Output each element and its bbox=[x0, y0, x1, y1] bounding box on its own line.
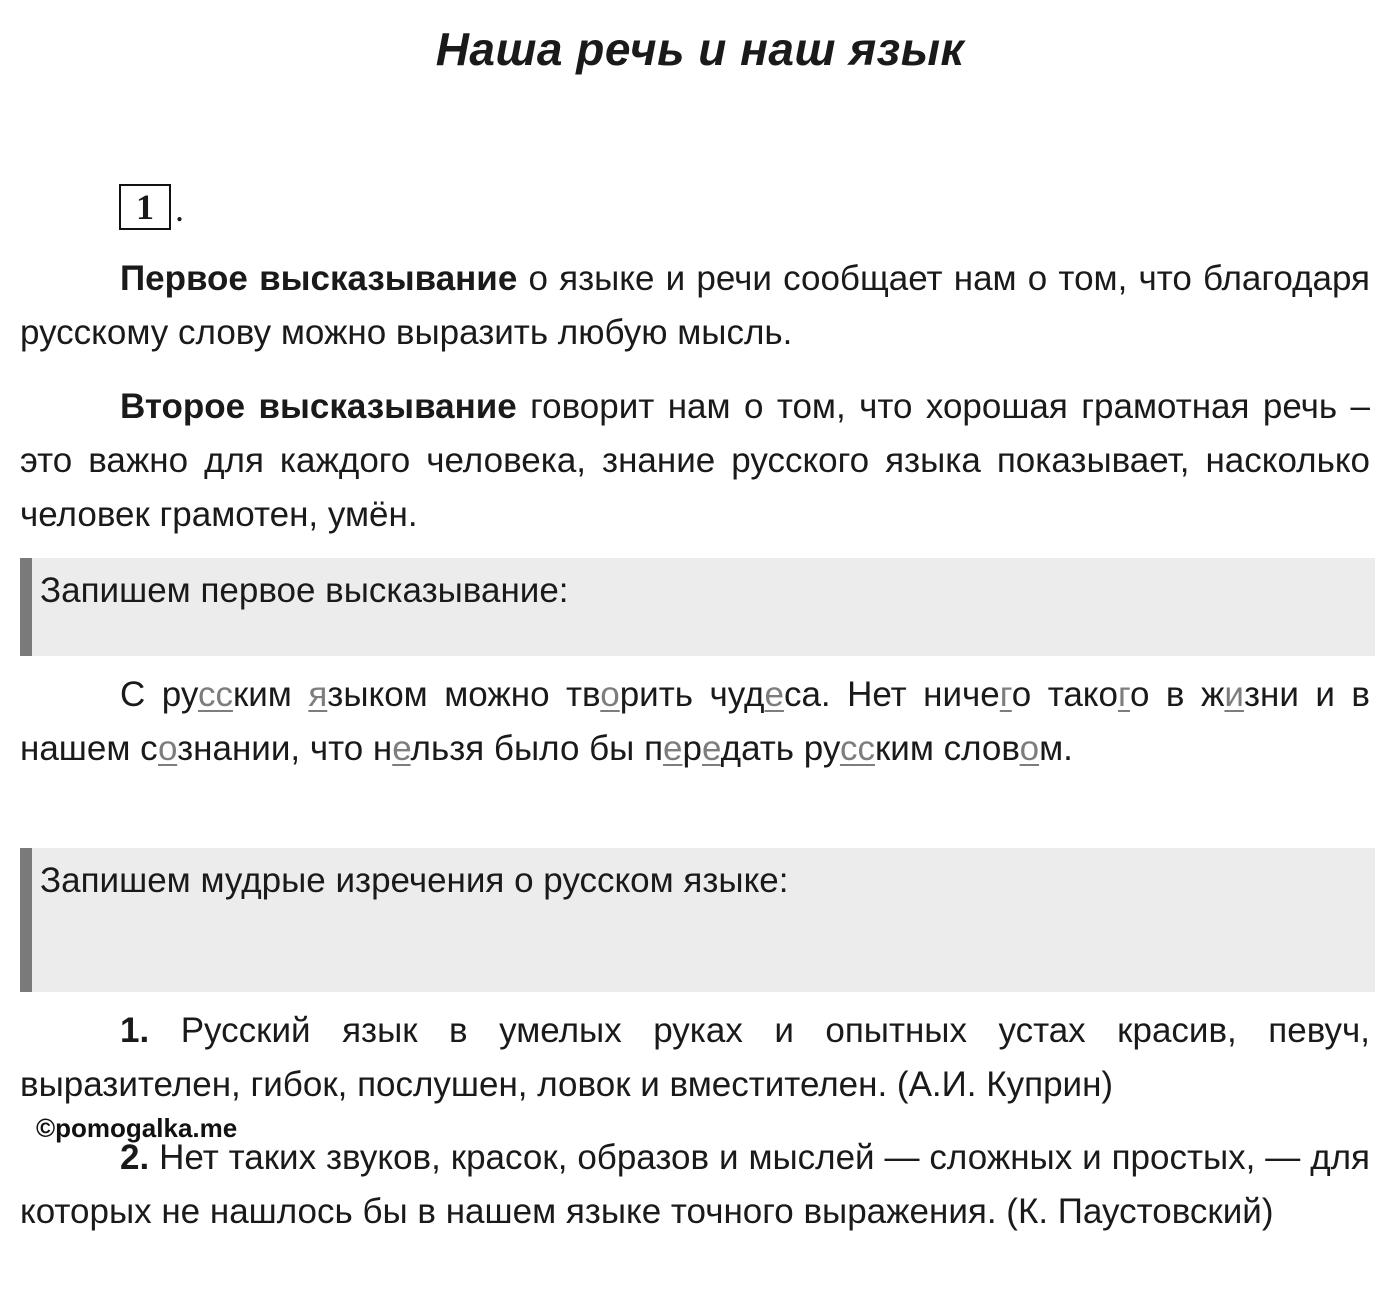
sentence-text: зыком можно тв bbox=[327, 675, 601, 714]
watermark: ©pomogalka.me bbox=[36, 1113, 238, 1143]
dictation-sentence bbox=[20, 668, 1370, 776]
paragraph-bold-lead: Первое высказывание bbox=[120, 259, 518, 298]
highlighted-letter: сс bbox=[197, 675, 233, 714]
paragraph-bold-lead: Второе высказывание bbox=[120, 387, 517, 426]
paragraph-first-statement bbox=[20, 252, 1370, 360]
instruction-box bbox=[20, 558, 1375, 656]
highlighted-letter: о bbox=[600, 675, 620, 714]
highlighted-letter: о bbox=[1019, 729, 1040, 768]
highlighted-letter: сс bbox=[839, 729, 875, 768]
highlighted-letter: е bbox=[392, 729, 411, 768]
instruction-label: Запишем мудрые изречения о русском языке: bbox=[40, 861, 789, 900]
exercise-number-dot: . bbox=[175, 189, 184, 229]
paragraph-text: о языке и речи сообщает нам о том, что благодаря русскому слову можно выразить любую мысль. bbox=[20, 259, 1370, 352]
sentence-text: ким bbox=[232, 675, 309, 714]
exercise-number: 1 bbox=[119, 184, 171, 230]
highlighted-letter: е bbox=[764, 675, 784, 714]
instruction-box bbox=[20, 848, 1375, 992]
highlighted-letter: я bbox=[308, 675, 328, 714]
sentence-text: о тако bbox=[1011, 675, 1118, 714]
sentence-text: С ру bbox=[120, 675, 198, 714]
highlighted-letter: и bbox=[1224, 675, 1244, 714]
sentence-text: рить чуд bbox=[619, 675, 765, 714]
paragraph-text: говорит нам о том, что хорошая грамотная речь – это важно для каждого человека, знание русского языка показывает, насколько человек грамотен, умён. bbox=[20, 387, 1370, 534]
sentence-text: о в ж bbox=[1129, 675, 1225, 714]
sentence-text: са. Нет ниче bbox=[783, 675, 1000, 714]
highlighted-letter: е bbox=[663, 729, 683, 768]
sentence-text: р bbox=[682, 729, 702, 768]
sentence-text: льзя было бы п bbox=[410, 729, 664, 768]
sentence-text: дать ру bbox=[720, 729, 840, 768]
quote-number: 2. bbox=[120, 1138, 150, 1177]
sentence-text: знании, что н bbox=[177, 729, 393, 768]
paragraph-second-statement bbox=[20, 380, 1370, 542]
highlighted-letter: е bbox=[701, 729, 721, 768]
quote-item bbox=[20, 1131, 1370, 1239]
highlighted-letter: о bbox=[158, 729, 178, 768]
quote-text: Нет таких звуков, красок, образов и мыслей — сложных и простых, — для которых не нашлось бы в нашем языке точного выражения. (К. Паустовский) bbox=[20, 1138, 1370, 1231]
quote-number: 1. bbox=[120, 1011, 150, 1050]
quote-text: Русский язык в умелых руках и опытных устах красив, певуч, выразителен, гибок, послушен, ловок и вместителен. (А.И. Куприн) bbox=[20, 1011, 1370, 1104]
highlighted-letter: г bbox=[999, 675, 1012, 714]
page-title: Наша речь и наш язык bbox=[435, 23, 965, 75]
sentence-text: ким слов bbox=[874, 729, 1020, 768]
quote-item bbox=[20, 1004, 1370, 1112]
instruction-label: Запишем первое высказывание: bbox=[40, 571, 569, 610]
highlighted-letter: г bbox=[1117, 675, 1130, 714]
sentence-text: м. bbox=[1039, 729, 1073, 768]
sentence-text: зни и в нашем с bbox=[20, 675, 1370, 768]
